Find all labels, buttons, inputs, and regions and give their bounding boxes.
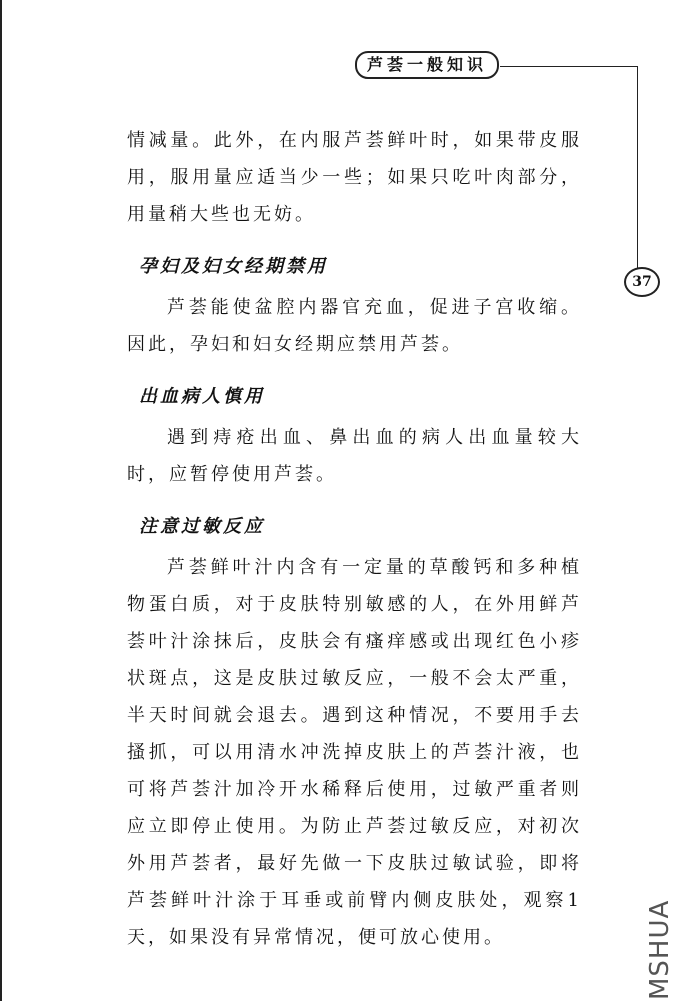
margin-rule bbox=[637, 66, 638, 282]
running-header bbox=[355, 52, 499, 78]
section-body-pregnancy: 芦荟能使盆腔内器官充血，促进子宫收缩。因此，孕妇和妇女经期应禁用芦荟。 bbox=[127, 297, 582, 355]
section-body-allergy: 芦荟鲜叶汁内含有一定量的草酸钙和多种植物蛋白质，对于皮肤特别敏感的人，在外用鲜芦荟叶汁涂抹后，皮肤会有瘙痒感或出现红色小疹状斑点，这是皮肤过敏反应，一般不会太严重，半天时间就会退去。遇到这种情况，不要用手去搔抓，可以用清水冲洗掉皮肤上的芦荟汁液，也可将芦荟汁加冷开水稀释后使用，过敏严重者则应立即停止使用。为防止芦荟过敏反应，对初次外用芦荟者，最好先做一下皮肤过敏试验，即将芦荟鲜叶汁涂于耳垂或前臂内侧皮肤处，观察1天，如果没有异常情况，便可放心使用。 bbox=[127, 557, 582, 948]
watermark: MSHUA bbox=[645, 899, 675, 1000]
intro-paragraph: 情减量。此外，在内服芦荟鲜叶时，如果带皮服用，服用量应适当少一些；如果只吃叶肉部分，用量稍大些也无妨。 bbox=[127, 130, 582, 225]
page-body bbox=[127, 122, 582, 956]
header-rule bbox=[500, 66, 638, 67]
header-title: 芦荟一般知识 bbox=[355, 51, 499, 79]
section-heading-allergy: 注意过敏反应 bbox=[139, 516, 265, 537]
section-body-bleeding: 遇到痔疮出血、鼻出血的病人出血量较大时，应暂停使用芦荟。 bbox=[127, 427, 582, 485]
page-left-border bbox=[0, 0, 2, 1001]
page-number: 37 bbox=[624, 267, 660, 297]
section-heading-bleeding: 出血病人慎用 bbox=[139, 386, 265, 407]
section-heading-pregnancy: 孕妇及妇女经期禁用 bbox=[139, 256, 328, 277]
